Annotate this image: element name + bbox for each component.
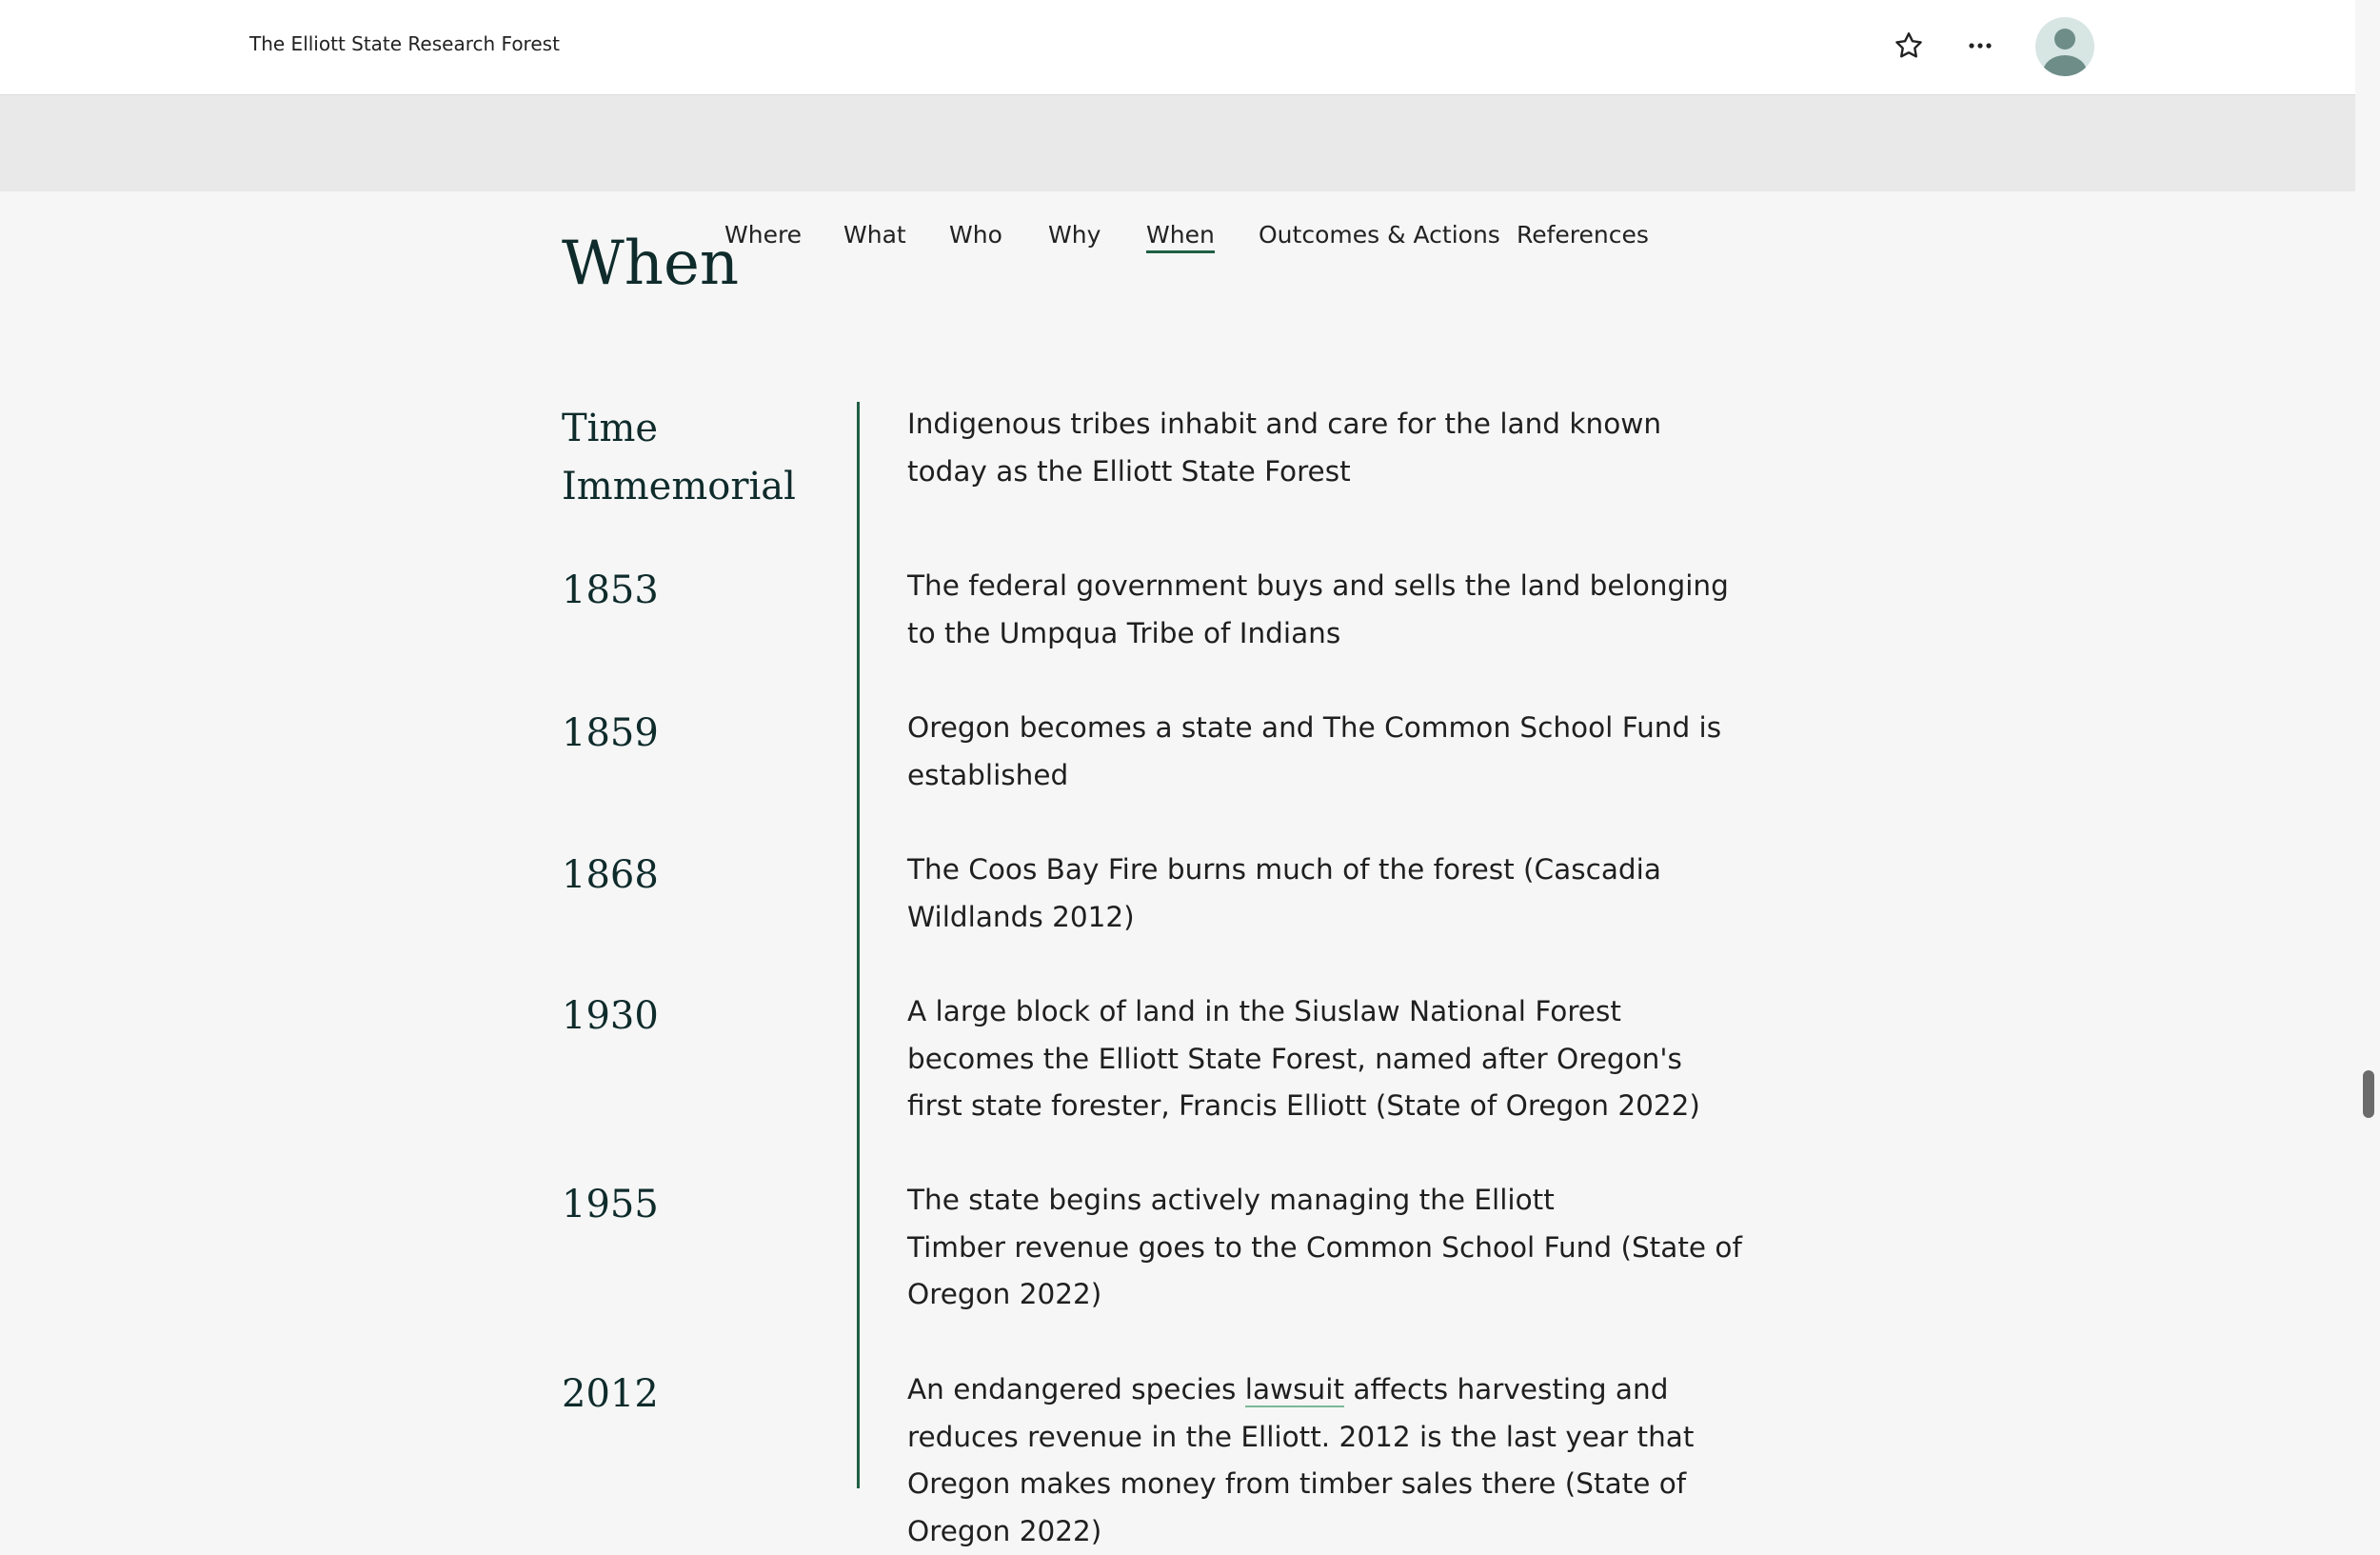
user-avatar[interactable] xyxy=(2035,17,2094,76)
more-icon xyxy=(1961,29,1999,63)
timeline-text-line: The state begins actively managing the Elliott xyxy=(907,1184,1555,1216)
site-title[interactable]: The Elliott State Research Forest xyxy=(249,32,560,55)
nav-outcomes-actions[interactable]: Outcomes & Actions xyxy=(1259,221,1500,249)
timeline-divider xyxy=(857,402,860,1488)
timeline-text: Indigenous tribes inhabit and care for the land known today as the Elliott State Forest xyxy=(907,408,1662,488)
user-avatar-icon xyxy=(2035,17,2094,76)
timeline-label: Time Immemorial xyxy=(562,407,796,508)
scrollbar-thumb[interactable] xyxy=(2363,1070,2374,1118)
timeline-text-segment: An endangered species xyxy=(907,1373,1237,1405)
nav-when[interactable]: When xyxy=(1146,221,1215,253)
timeline-text: The federal government buys and sells the land belonging to the Umpqua Tribe of Indians xyxy=(907,569,1729,649)
timeline-label: 1859 xyxy=(562,711,659,755)
more-options-button[interactable] xyxy=(1961,29,1999,63)
timeline-text: A large block of land in the Siuslaw National Forest becomes the Elliott State Forest, named after Oregon's first state forester, Francis Elliott (State of Oregon 2022) xyxy=(907,995,1700,1122)
timeline-text: The Coos Bay Fire burns much of the forest (Cascadia Wildlands 2012) xyxy=(907,853,1661,933)
page-title: When xyxy=(562,229,740,299)
timeline-text-line: Timber revenue goes to the Common School Fund (State of Oregon 2022) xyxy=(907,1230,1742,1310)
timeline-text: Oregon becomes a state and The Common School Fund is established xyxy=(907,711,1722,791)
nav-what[interactable]: What xyxy=(843,221,906,249)
favorite-button[interactable] xyxy=(1892,29,1926,63)
timeline-label: 1868 xyxy=(562,853,659,897)
star-icon xyxy=(1892,29,1926,63)
timeline-label: 1930 xyxy=(562,994,659,1038)
nav-why[interactable]: Why xyxy=(1048,221,1101,249)
top-bar xyxy=(0,0,2355,95)
timeline-label: 2012 xyxy=(562,1372,659,1416)
nav-who[interactable]: Who xyxy=(949,221,1002,249)
timeline-text xyxy=(907,1177,1745,1319)
timeline-label: 1955 xyxy=(562,1183,659,1226)
nav-where[interactable]: Where xyxy=(724,221,803,249)
section-nav xyxy=(0,95,2355,249)
timeline-label: 1853 xyxy=(562,568,659,612)
timeline-text-segment: affects harvesting and reduces revenue in the Elliott. 2012 is the last year that Oregon makes money from timber sales there (State of Oregon 2022) xyxy=(907,1373,1695,1547)
nav-references[interactable]: References xyxy=(1517,221,1649,249)
lawsuit-link[interactable]: lawsuit xyxy=(1244,1373,1345,1405)
timeline-text xyxy=(907,1366,1745,1555)
